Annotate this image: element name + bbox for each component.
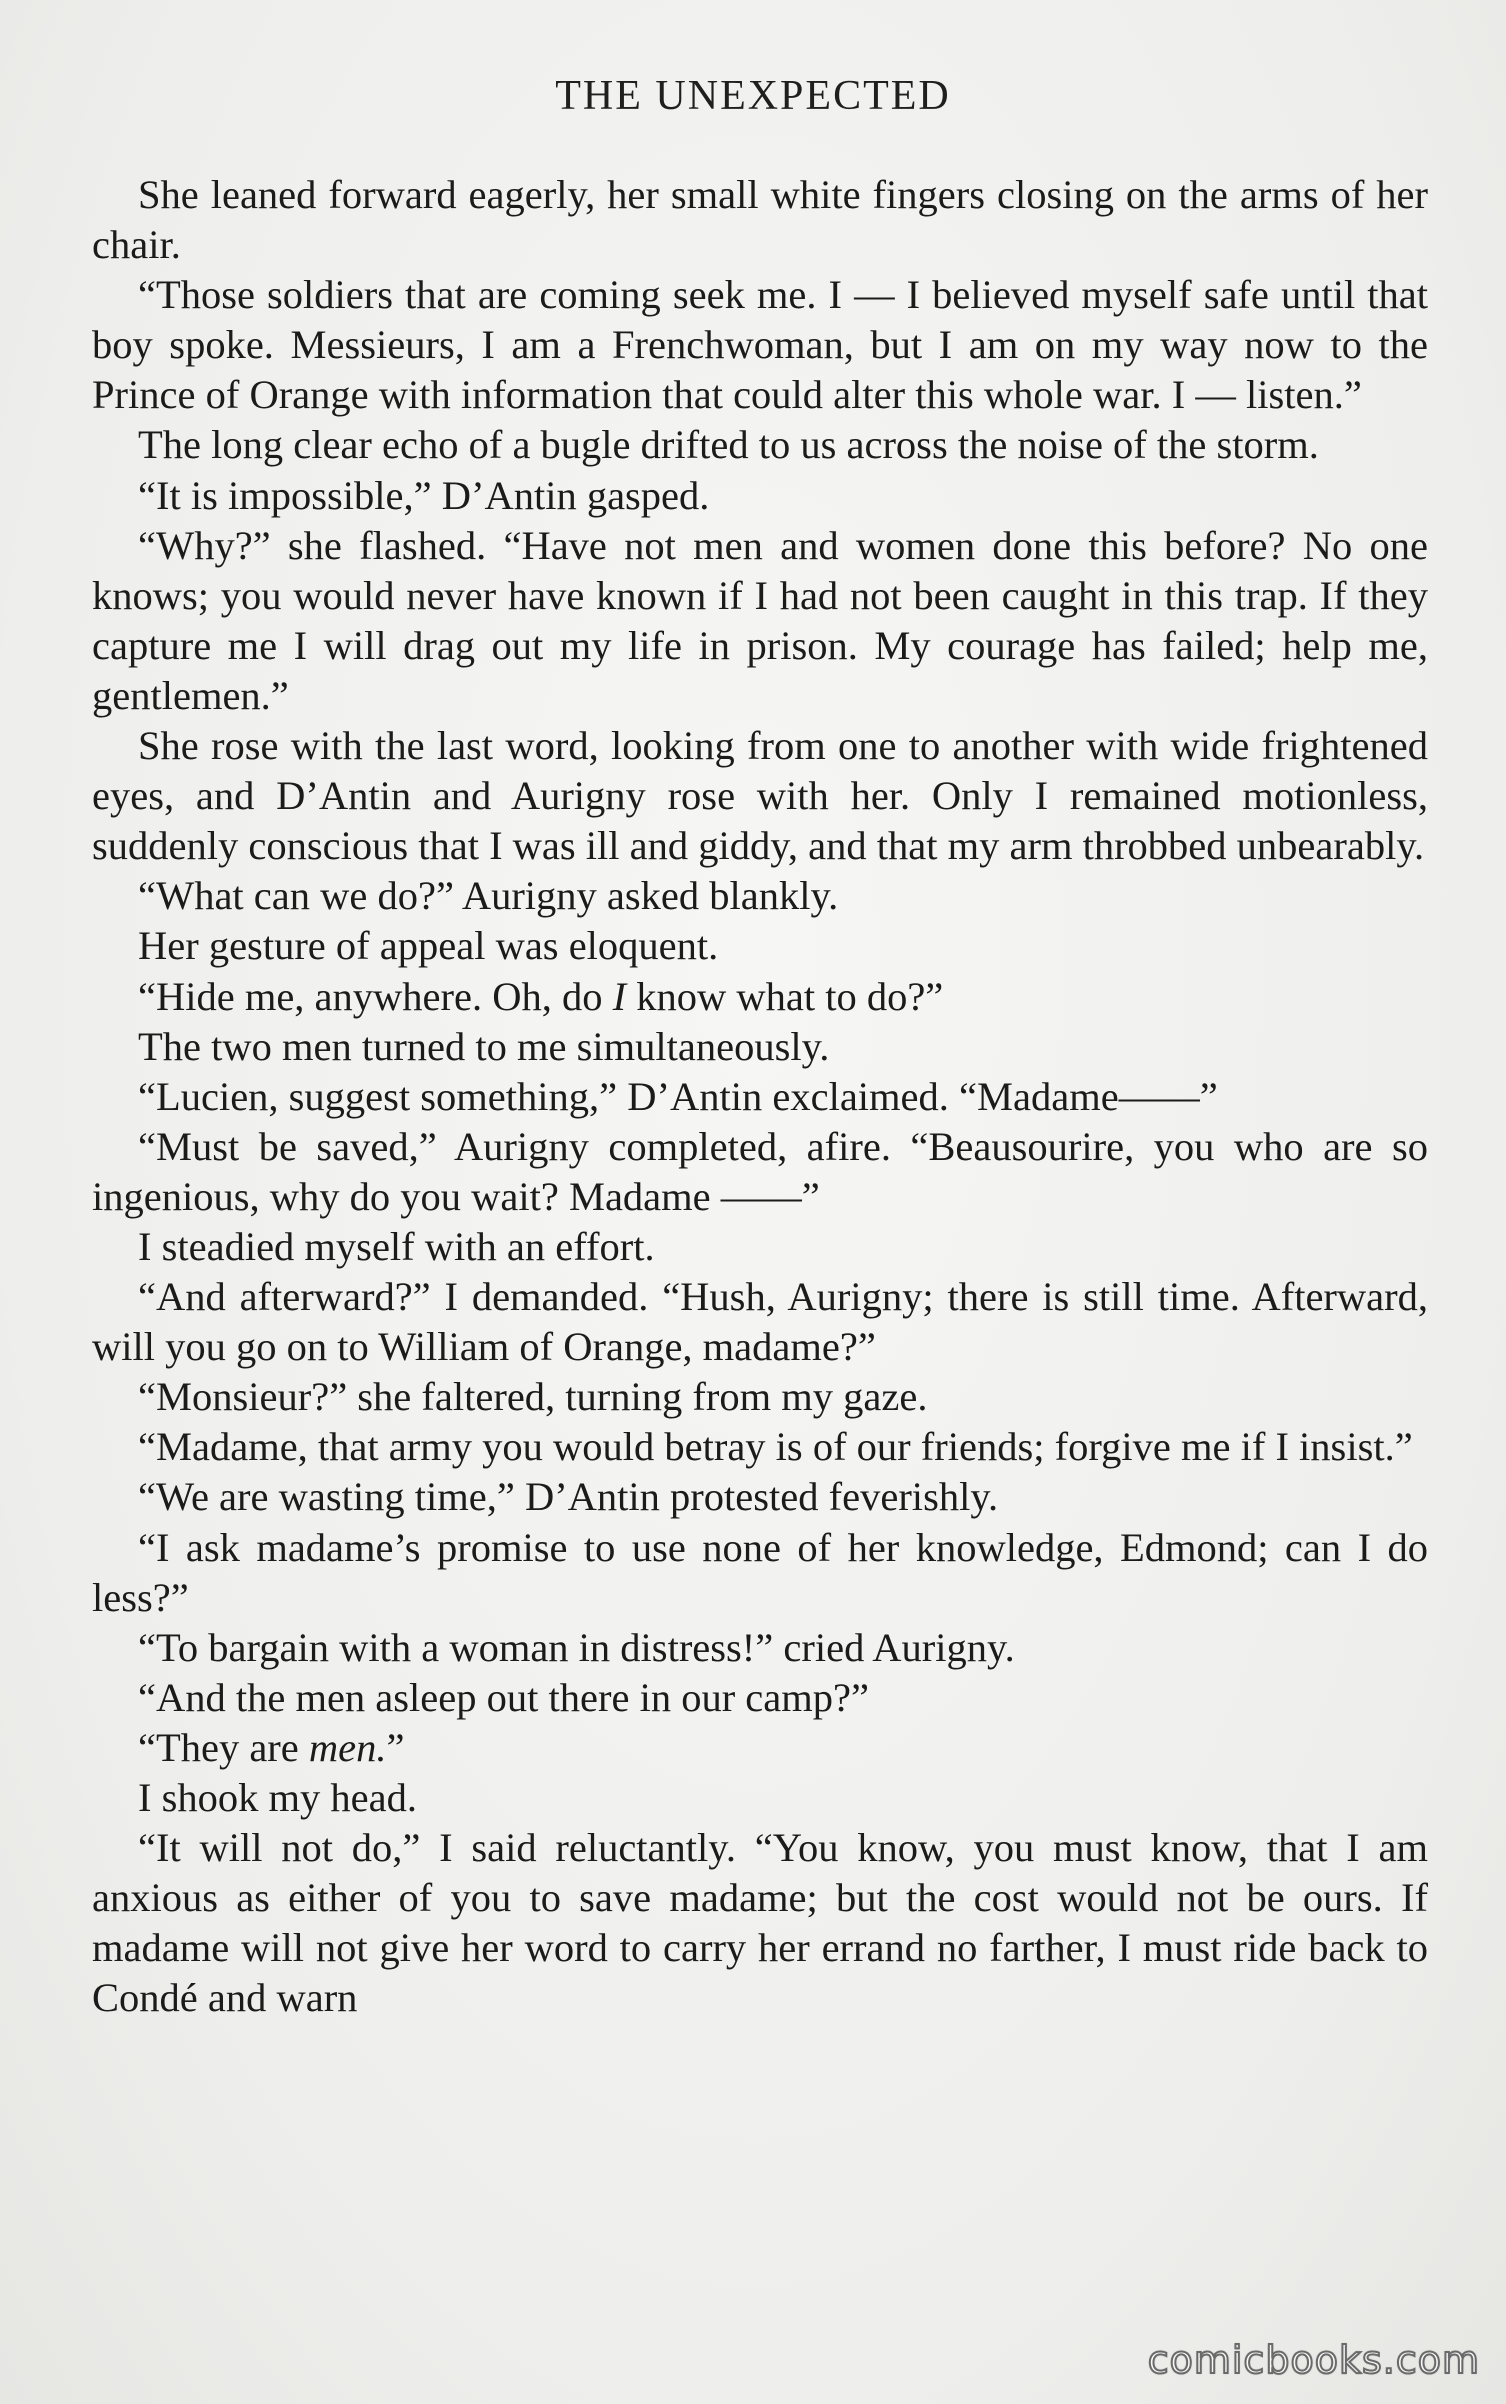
watermark: comicbooks.com [1147, 2338, 1480, 2382]
paragraph-text: “Hide me, anywhere. Oh, do [138, 973, 613, 1019]
paragraph: “What can we do?” Aurigny asked blankly. [138, 873, 839, 919]
paragraph: “Must be saved,” Aurigny completed, afire. “Beausourire, you who are so ingenious, why do you wait? Madame ——” [92, 1123, 1428, 1219]
italic-text: I [612, 973, 627, 1019]
paragraph: “And afterward?” I demanded. “Hush, Aurigny; there is still time. Afterward, will you go on to William of Orange, madame?” [92, 1274, 1428, 1370]
paragraph: I steadied myself with an effort. [138, 1223, 655, 1269]
paragraph: “We are wasting time,” D’Antin protested feverishly. [138, 1474, 999, 1520]
paragraph: “To bargain with a woman in distress!” cried Aurigny. [138, 1624, 1015, 1670]
paragraph: She rose with the last word, looking from one to another with wide frightened eyes, and D’Antin and Aurigny rose with her. Only I remained motionless, suddenly conscious that I was ill and giddy, and that my arm throbbed unbearably. [92, 723, 1428, 869]
paragraph: “Those soldiers that are coming seek me. I — I believed myself safe until that boy spoke. Messieurs, I am a Frenchwoman, but I am on my way now to the Prince of Orange with information that could alter this whole war. I — listen.” [92, 272, 1428, 418]
paragraph-text: know what to do?” [626, 973, 944, 1019]
paragraph-text: ” [386, 1724, 405, 1770]
paragraph: “It is impossible,” D’Antin gasped. [138, 472, 710, 518]
paragraph: “I ask madame’s promise to use none of her knowledge, Edmond; can I do less?” [92, 1524, 1428, 1620]
paragraph: “It will not do,” I said reluctantly. “You know, you must know, that I am anxious as either of you to save madame; but the cost would not be ours. If madame will not give her word to carry her errand no farther, I must ride back to Condé and warn [92, 1825, 1428, 2021]
paragraph: The long clear echo of a bugle drifted to us across the noise of the storm. [138, 422, 1319, 468]
paragraph-text: “They are [138, 1724, 309, 1770]
paragraph: “Why?” she flashed. “Have not men and women done this before? No one knows; you would never have known if I had not been caught in this trap. If they capture me I will drag out my life in prison. My courage has failed; help me, gentlemen.” [92, 522, 1428, 718]
paragraph: “Monsieur?” she faltered, turning from my gaze. [138, 1374, 928, 1420]
running-head: THE UNEXPECTED [555, 73, 951, 119]
paragraph: I shook my head. [138, 1775, 417, 1820]
paragraph: Her gesture of appeal was eloquent. [138, 923, 719, 969]
paragraph [92, 972, 1428, 1022]
paragraph: “And the men asleep out there in our camp?” [138, 1674, 869, 1720]
paragraph: “Madame, that army you would betray is of our friends; forgive me if I insist.” [138, 1424, 1413, 1470]
italic-text: men. [308, 1724, 387, 1770]
paragraph [92, 1723, 1428, 1773]
paragraph: She leaned forward eagerly, her small white fingers closing on the arms of her chair. [92, 172, 1428, 268]
paragraph: “Lucien, suggest something,” D’Antin exclaimed. “Madame——” [138, 1073, 1218, 1119]
paragraph: The two men turned to me simultaneously. [138, 1023, 830, 1069]
body-text [92, 170, 1428, 2023]
